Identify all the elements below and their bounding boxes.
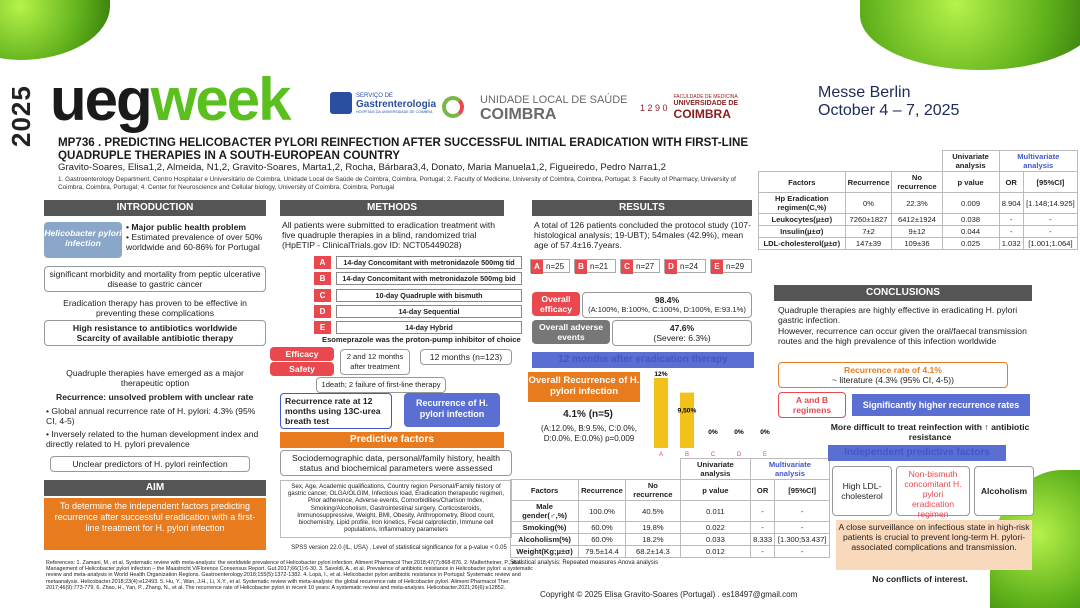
recurrence-rate-method: Recurrence rate at 12 months using 13C-urea breath test <box>280 393 392 429</box>
table1-cell: 6412±1924 <box>892 214 942 226</box>
table1-cell: LDL-cholesterol(µ±σ) <box>759 238 846 250</box>
factor-regimen: Non-bismuth concomitant H. pylori eradication regimen <box>896 466 970 516</box>
table-row <box>759 226 1078 238</box>
aim-heading: AIM <box>44 480 266 496</box>
table-row <box>511 501 830 522</box>
gastro-logo-icon <box>330 92 352 114</box>
table1-cell: Leukocytes(µ±σ) <box>759 214 846 226</box>
table1-cell: - <box>999 226 1023 238</box>
table2-col-0: Factors <box>511 480 579 501</box>
adverse-events-value: 47.6% (Severe: 6.3%) <box>612 320 752 346</box>
n-e: E n=29 <box>710 259 752 273</box>
recurrence-sub: (A:12.0%, B:9.5%, C:0.0%, D:0.0%, E:0.0%) p=0.009 <box>540 424 638 443</box>
conclusion-difficult: More difficult to treat reinfection with ↑ antibiotic resistance <box>830 422 1030 442</box>
recurrence-label: Overall Recurrence of H. pylori infection <box>528 372 640 402</box>
intro-p1: significant morbidity and mortality from peptic ulcerative disease to gastric cancer <box>44 266 266 292</box>
table1-cell: [1.001;1.064] <box>1023 238 1077 250</box>
factor-ldl: High LDL-cholesterol <box>832 466 892 516</box>
results-text: A total of 126 patients concluded the protocol study (107-histological analysis; 19-UBT); 54males (42.9%), mean age of 57.4±16.7years. <box>534 220 751 250</box>
table2-cell: Weight(Kg;µ±σ) <box>511 546 579 558</box>
table2-cell: 79.5±14.4 <box>579 546 626 558</box>
ipf-heading: Independent predictive factors <box>828 445 1006 461</box>
recurrence-bar-chart <box>648 368 780 458</box>
t2-multi: Multivariate analysis <box>750 459 829 480</box>
table2-cell: 0.022 <box>680 522 750 534</box>
intro-p4: Quadruple therapies have emerged as a major therapeutic option <box>66 368 244 388</box>
table2-cell: - <box>750 522 774 534</box>
table1-cell: 0.025 <box>942 238 999 250</box>
conclusion-p2: However, recurrence can occur given the oral/faecal transmission routes and the high prevalence of this infection worldwide <box>778 326 1027 346</box>
table2-cell: Alcoholism(%) <box>511 534 579 546</box>
aim-text: To determine the independent factors predicting recurrence after successful eradication with a first-line treatment for H. pylori infection <box>44 498 266 550</box>
table1-col-2: No recurrence <box>892 172 942 193</box>
year: 2025 <box>6 85 36 147</box>
t2-note: Statistical analysis: Repeated measures Anova analysis <box>510 560 659 566</box>
bar-B <box>680 393 694 448</box>
table2-cell: 8.333 <box>750 534 774 546</box>
conclusion-p1: Quadruple therapies are highly effective in eradicating H. pylori gastric infection. <box>778 305 1018 325</box>
predictive-factors-heading: Predictive factors <box>280 432 504 448</box>
table2-cell: Male gender(♂,%) <box>511 501 579 522</box>
intro-p6: • Global annual recurrence rate of H. pylori: 4.3% (95% CI, 4-5) <box>46 406 256 426</box>
no-conflicts: No conflicts of interest. <box>872 574 968 584</box>
conclusion-ab: A and B regimens <box>778 392 846 418</box>
table2-cell: - <box>750 546 774 558</box>
uls-coimbra-logo: UNIDADE LOCAL DE SAÚDE COIMBRA <box>480 94 628 123</box>
gastro-logo: SERVIÇO DE Gastrenterologia HOSPITAIS DA UNIVERSIDADE DE COIMBRA <box>330 92 440 114</box>
n-d: D n=24 <box>664 259 706 273</box>
hp-label: Helicobacter pylori infection <box>44 222 122 258</box>
overall-efficacy-label: Overall efficacy <box>532 292 580 316</box>
event-info: Messe Berlin October 4 – 7, 2025 <box>818 84 960 119</box>
table2-cell: 100.0% <box>579 501 626 522</box>
n-b: B n=21 <box>574 259 616 273</box>
table1-cell: 0% <box>845 193 892 214</box>
intro-p3: High resistance to antibiotics worldwide Scarcity of available antibiotic therapy <box>44 320 266 346</box>
t1-blank <box>759 151 943 172</box>
table2-cell: 0.012 <box>680 546 750 558</box>
arm-d-letter: D <box>314 305 331 318</box>
table-row <box>511 546 830 558</box>
table2-cell: [1.300;53.437] <box>775 534 830 546</box>
intro-heading: INTRODUCTION <box>44 200 266 216</box>
table1-cell: 8.904 <box>999 193 1023 214</box>
factor-alcoholism: Alcoholism <box>974 466 1034 516</box>
table1-cell: [1.148;14.925] <box>1023 193 1077 214</box>
followup-losses: 1death; 2 failure of first-line therapy <box>316 377 446 393</box>
bar-label-B: 9,50% <box>677 407 697 415</box>
intro-b2: • Estimated prevalence of over 50% worldwide and 60-86% for Portugal <box>126 232 263 252</box>
table1-cell: - <box>999 214 1023 226</box>
conclusion-rec: Recurrence rate of 4.1% ~ literature (4.3% (95% CI, 4-5)) <box>778 362 1008 388</box>
table1-col-4: OR <box>999 172 1023 193</box>
table1-col-1: Recurrence <box>845 172 892 193</box>
poster-title: MP736 . PREDICTING HELICOBACTER PYLORI REINFECTION AFTER SUCCESSFUL INITIAL ERADICATION WITH FIRST-LINE QUADRUPLE THERAPIES IN A SOUTH-EUROPEAN COUNTRY <box>58 136 749 162</box>
arm-b: 14-day Concomitant with metronidazole 500mg bid <box>336 272 522 285</box>
table1-col-0: Factors <box>759 172 846 193</box>
uls-logo-icon <box>442 96 464 118</box>
table1-cell: 7±2 <box>845 226 892 238</box>
recurrence-value: 4.1% (n=5) <box>563 409 613 420</box>
table2-col-3: p value <box>680 480 750 501</box>
n-c: C n=27 <box>620 259 660 273</box>
twelve-months-heading: 12 months after eradication therapy <box>532 352 754 368</box>
bar-label-A: 12% <box>654 371 668 378</box>
table2-cell: 68.2±14.3 <box>625 546 680 558</box>
n-a: A n=25 <box>530 259 570 273</box>
table1-cell: 7260±1827 <box>845 214 892 226</box>
table2-cell: - <box>775 522 830 534</box>
intro-p5: Recurrence: unsolved problem with unclear rate <box>56 392 254 402</box>
table-row <box>511 522 830 534</box>
table-row <box>759 193 1078 214</box>
conclusions-heading: CONCLUSIONS <box>774 285 1032 301</box>
table2-cell: 18.2% <box>625 534 680 546</box>
conclusion-higher: Significantly higher recurrence rates <box>852 394 1030 416</box>
arm-a: 14-day Concomitant with metronidazole 500mg tid <box>336 256 522 269</box>
table1-col-5: [95%CI] <box>1023 172 1077 193</box>
intro-p8: Unclear predictors of H. pylori reinfection <box>50 456 250 472</box>
followup-n: 12 months (n=123) <box>420 349 512 365</box>
table1-cell: - <box>1023 214 1077 226</box>
table2-col-1: Recurrence <box>579 480 626 501</box>
category-label-C: C <box>710 452 716 458</box>
arm-b-letter: B <box>314 272 331 285</box>
table-row <box>759 238 1078 250</box>
fm-coimbra-logo: 1 2 9 0 FACULDADE DE MEDICINA UNIVERSIDADE DE COIMBRA <box>640 94 739 121</box>
arm-c: 10-day Quadruple with bismuth <box>336 289 522 302</box>
arm-a-letter: A <box>314 256 331 269</box>
table1-cell: 147±39 <box>845 238 892 250</box>
category-label-D: D <box>736 452 742 458</box>
recurrence-hp: Recurrence of H. pylori infection <box>404 393 500 427</box>
references: References: 1. Zamani, M., et al. Systematic review with meta-analysis: the worldwide prevalence of Helicobacter pylori infection. Aliment Pharmacol Ther.2018;47(7):868-876. 2. Malfertheiner, P., et al. Management of Helicobacter pylori infection – the Maastricht V/Florence Consensus Report. Gut.2017;66(1):6-30. 3. Savoldi, A., et al. Prevalence of antibiotic resistance in Helicobacter pylori: a systematic review and meta-analysis in World Health Organization Regions. Gastroenterology.2018;155(5):1372-1382. 4. Lopá, I., et al. Helicobacter pylori antibiotic resistance in Portugal: Systematic review and metaanalysis. Helicobacter.2018;23(4):e12493. 5. Hu, Y., Wan, J.H., Li, X.Y., et al. Systematic review with meta-analysis: the global recurrence rate of Helicobacter pylori. Aliment Pharmacol Ther. 2017;46(9):773-779. 6. Zhao, H., Yan, P., Zhang, N., et al. The recurrence rate of Helicobacter pylori in recent 10 years: A systematic review and meta-analysis. Helicobacter.2021;26(6):e12852. <box>46 560 533 591</box>
table2-cell: 0.011 <box>680 501 750 522</box>
copyright: Copyright © 2025 Elisa Gravito-Soares (Portugal) . es18497@gmail.com <box>540 590 798 599</box>
category-label-B: B <box>684 452 690 458</box>
arm-d: 14-day Sequential <box>336 305 522 318</box>
predictive-text: Sociodemographic data, personal/family history, health status and biochemical parameters were assessed <box>280 450 512 476</box>
category-label-A: A <box>658 452 664 458</box>
safety-label: Safety <box>270 362 334 376</box>
arm-e: 14-day Hybrid <box>336 321 522 334</box>
table-row <box>511 534 830 546</box>
category-label-E: E <box>762 452 768 458</box>
spss-note: SPSS version 22.0 (IL, USA) . Level of statistical significance for a p-value < 0.05 <box>291 545 507 551</box>
regimen-table <box>758 150 1078 250</box>
table2-cell: 0.033 <box>680 534 750 546</box>
table1-cell: 0.009 <box>942 193 999 214</box>
adverse-events-label: Overall adverse events <box>532 320 610 344</box>
t2-blank <box>511 459 681 480</box>
methods-intro: All patients were submitted to eradication treatment with five quadruple therapies in a blind, randomized trial (HpETIP - ClinicalTrials.gov ID: NCT05449028) <box>282 220 496 250</box>
gecko-decoration-right <box>860 0 1080 70</box>
results-heading: RESULTS <box>532 200 752 216</box>
table1-cell: 9±12 <box>892 226 942 238</box>
table2-cell: - <box>750 501 774 522</box>
ueg-week-logo: uegweek <box>50 66 290 133</box>
followup-times: 2 and 12 months after treatment <box>340 349 410 375</box>
arm-e-letter: E <box>314 321 331 334</box>
table2-col-5: [95%CI] <box>775 480 830 501</box>
table2-cell: - <box>775 546 830 558</box>
arm-c-letter: C <box>314 289 331 302</box>
table1-cell: 0.038 <box>942 214 999 226</box>
table2-cell: 60.0% <box>579 534 626 546</box>
table1-cell: - <box>1023 226 1077 238</box>
affiliations: 1. Gastroenterology Department, Centro Hospitalar e Universitário de Coimbra, Unidade Local de Saúde de Coimbra, Coimbra, Portugal; 2. Faculty of Medicine, University of Coimbra, Coimbra, Portugal; 3. Faculty of Pharmacy, University of Coimbra, Coimbra, Portugal; 4. Center for Neuroscience and Cellular biology, University of Coimbra, Coimbra, Portugal <box>58 176 736 191</box>
methods-heading: METHODS <box>280 200 504 216</box>
t1-univ: Univariate analysis <box>942 151 999 172</box>
table1-cell: 1.032 <box>999 238 1023 250</box>
table2-cell: 60.0% <box>579 522 626 534</box>
bar-label-C: 0% <box>708 429 718 436</box>
table2-col-4: OR <box>750 480 774 501</box>
gecko-decoration-left <box>0 0 110 60</box>
table2-cell: - <box>775 501 830 522</box>
table1-cell: 0.044 <box>942 226 999 238</box>
intro-b1: • Major public health problem <box>126 222 246 232</box>
esomeprazole: Esomeprazole was the proton-pump inhibitor of choice <box>322 335 521 344</box>
conclusion-close: A close surveillance on infectious state in high-risk patients is crucial to prevent long-term H. pylori-associated complications and transmission. <box>836 520 1032 570</box>
bar-label-D: 0% <box>734 429 744 436</box>
table2-col-2: No recurrence <box>625 480 680 501</box>
bar-A <box>654 378 668 448</box>
predictive-list: Sex, Age, Academic qualifications, Country region Personal/Family history of gastric cancer, OLGA/OLGIM, Infectious load, Eradication therapeutic regimen, Prior adherence, Adverse events, Comorbidities/Charlson Index, Smoking/Alcoholism, Gastrointestinal surgery, Corticosteroids, Immunosuppressive, Weight, BMI, Obesity, Anthropometry, Blood count, biochemistry, Lipid profile, Iron kinetics, Fecal calprotectin, Immune cell populations, Inflammatory parameters <box>280 480 512 538</box>
table1-cell: 22.3% <box>892 193 942 214</box>
bar-label-E: 0% <box>760 429 770 436</box>
t1-multi: Multivariate analysis <box>999 151 1077 172</box>
table2-cell: 40.5% <box>625 501 680 522</box>
table1-cell: Hp Eradication regimen(C,%) <box>759 193 846 214</box>
results-table <box>510 458 830 566</box>
table1-col-3: p value <box>942 172 999 193</box>
intro-p2: Eradication therapy has proven to be effective in preventing these complications <box>63 298 247 318</box>
table-row <box>759 214 1078 226</box>
table1-cell: 109±36 <box>892 238 942 250</box>
overall-efficacy-value: 98.4% (A:100%, B:100%, C:100%, D:100%, E:93.1%) <box>582 292 752 318</box>
efficacy-label: Efficacy <box>270 347 334 361</box>
table1-cell: Insulin(µ±σ) <box>759 226 846 238</box>
t2-univ: Univariate analysis <box>680 459 750 480</box>
table2-cell: Smoking(%) <box>511 522 579 534</box>
table2-cell: 19.8% <box>625 522 680 534</box>
intro-p7: • Inversely related to the human development index and directly related to H. pylori prevalence <box>46 429 259 449</box>
authors: Gravito-Soares, Elisa1,2, Almeida, N1,2, Gravito-Soares, Marta1,2, Rocha, Bárbara3,4, Donato, Maria Manuela1,2, Figueiredo, Pedro Narra1,2 <box>58 162 666 173</box>
